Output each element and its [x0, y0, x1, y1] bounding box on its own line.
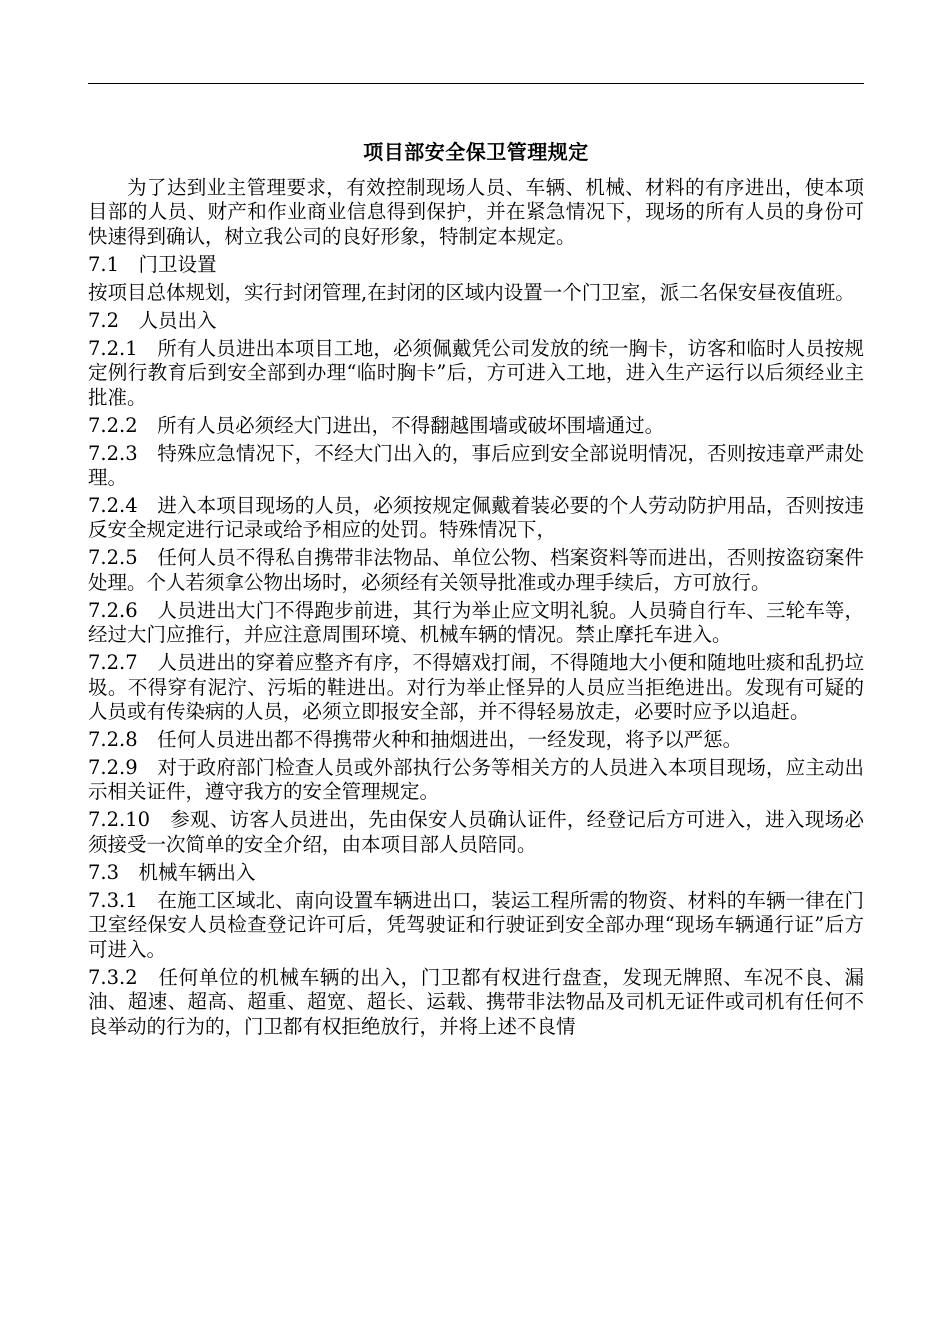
- section-heading: 7.3 机械车辆出入: [88, 860, 256, 884]
- clause-paragraph: 7.2.1 所有人员进出本项目工地，必须佩戴凭公司发放的统一胸卡，访客和临时人员按规定例行教育后到安全部到办理“临时胸卡”后，方可进入工地，进入生产运行以后须经业主批准。: [88, 336, 864, 409]
- clause-paragraph: 7.2.2 所有人员必须经大门进出，不得翻越围墙或破坏围墙通过。: [88, 413, 665, 437]
- paragraph: 按项目总体规划，实行封闭管理,在封闭的区域内设置一个门卫室，派二名保安昼夜值班。: [88, 280, 855, 304]
- document-body: [88, 176, 864, 1043]
- section-heading: 7.1 门卫设置: [88, 252, 217, 276]
- clause-paragraph: 7.3.1 在施工区域北、南向设置车辆进出口，装运工程所需的物资、材料的车辆一律在门卫室经保安人员检查登记许可后，凭驾驶证和行驶证到安全部办理“现场车辆通行证”后方可进入。: [88, 888, 864, 961]
- section-heading: 7.2 人员出入: [88, 308, 217, 332]
- header-rule: [88, 83, 864, 84]
- intro-paragraph: 为了达到业主管理要求，有效控制现场人员、车辆、机械、材料的有序进出，使本项目部的人员、财产和作业商业信息得到保护，并在紧急情况下，现场的所有人员的身份可快速得到确认，树立我公司的良好形象，特制定本规定。: [88, 176, 864, 248]
- clause-paragraph: 7.2.4 进入本项目现场的人员，必须按规定佩戴着装必要的个人劳动防护用品，否则按违反安全规定进行记录或给予相应的处罚。特殊情况下，: [88, 494, 864, 542]
- document-title: 项目部安全保卫管理规定: [363, 140, 589, 164]
- clause-paragraph: 7.2.3 特殊应急情况下，不经大门出入的，事后应到安全部说明情况，否则按违章严肃处理。: [88, 441, 864, 490]
- clause-paragraph: 7.2.6 人员进出大门不得跑步前进，其行为举止应文明礼貌。人员骑自行车、三轮车等，经过大门应推行，并应注意周围环境、机械车辆的情况。禁止摩托车进入。: [88, 598, 864, 647]
- clause-paragraph: 7.2.8 任何人员进出都不得携带火种和抽烟进出，一经发现，将予以严惩。: [88, 728, 743, 752]
- clause-paragraph: 7.3.2 任何单位的机械车辆的出入，门卫都有权进行盘查，发现无牌照、车况不良、漏油、超速、超高、超重、超宽、超长、运载、携带非法物品及司机无证件或司机有任何不良举动的行为的，门卫都有权拒绝放行，并将上述不良情: [88, 965, 864, 1038]
- clause-paragraph: 7.2.9 对于政府部门检查人员或外部执行公务等相关方的人员进入本项目现场，应主动出示相关证件，遵守我方的安全管理规定。: [88, 756, 864, 804]
- clause-paragraph: 7.2.7 人员进出的穿着应整齐有序，不得嬉戏打闹，不得随地大小便和随地吐痰和乱扔垃圾。不得穿有泥泞、污垢的鞋进出。对行为举止怪异的人员应当拒绝进出。发现有可疑的人员或有传染病的人员，必须立即报安全部，并不得轻易放走，必要时应予以追赶。: [88, 651, 864, 724]
- clause-paragraph: 7.2.5 任何人员不得私自携带非法物品、单位公物、档案资料等而进出，否则按盗窃案件处理。个人若须拿公物出场时，必须经有关领导批准或办理手续后，方可放行。: [88, 546, 864, 594]
- clause-paragraph: 7.2.10 参观、访客人员进出，先由保安人员确认证件，经登记后方可进入，进入现场必须接受一次简单的安全介绍，由本项目部人员陪同。: [88, 808, 864, 856]
